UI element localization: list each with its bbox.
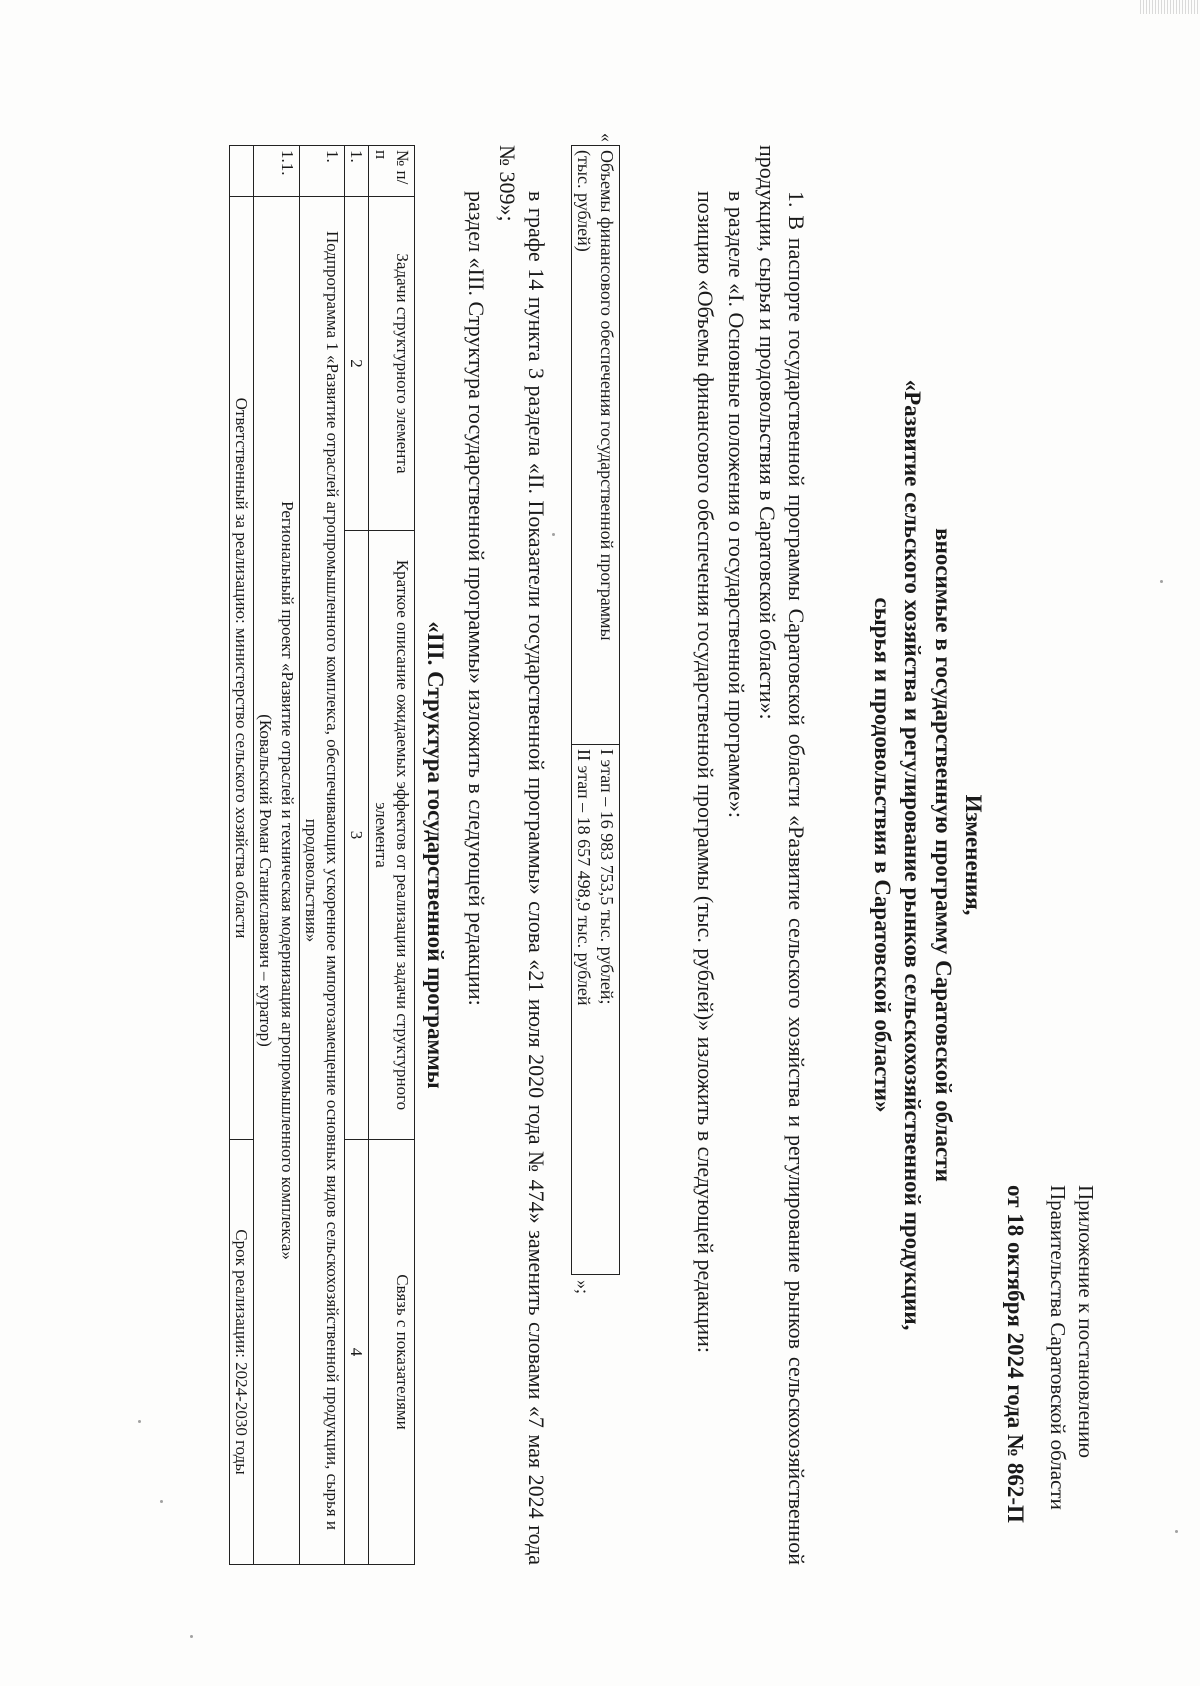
appendix-header [1000, 1185, 1100, 1565]
paragraph-3: позицию «Объемы финансового обеспечения государственной программы (тыс. рублей)» изложить в следующей редакции: [693, 191, 718, 1354]
row-3-responsible: Ответственный за реализацию: министерство сельского хозяйства области [230, 197, 254, 1140]
scan-speck [190, 1635, 193, 1638]
header-num: № п/п [369, 146, 415, 197]
col-number-4: 4 [345, 1140, 369, 1565]
structure-table [229, 145, 415, 1565]
row-1-text: Подпрограмма 1 «Развитие отраслей агропромышленного комплекса, обеспечивающих ускоренное импортозамещение основных видов сельскохозяйственной продукции, сырья и продовольствия» [299, 197, 345, 1565]
row-3-term: Срок реализации: 2024-2030 годы [230, 1140, 254, 1565]
title-line-4: сырья и продовольствия в Саратовской области» [869, 597, 895, 1113]
col-number-3: 3 [345, 531, 369, 1140]
row-3-num [230, 146, 254, 197]
section-title: «III. Структура государственной программы [423, 621, 448, 1089]
finance-label-line-2: (тыс. рублей) [574, 150, 595, 252]
row-1-num: 1. [299, 146, 345, 197]
title-line-3: «Развитие сельского хозяйства и регулирование рынков сельскохозяйственной продукции, [900, 379, 926, 1331]
table-header-row [369, 146, 415, 1565]
header-link: Связь с показателями [369, 1140, 415, 1565]
table-column-numbers-row [345, 146, 369, 1565]
header-line-2: Правительства Саратовской области [1045, 1185, 1070, 1510]
paragraph-5: раздел «III. Структура государственной программы» изложить в следующей редакции: [464, 191, 489, 1006]
scan-edge-noise [1140, 0, 1200, 14]
table-row [254, 146, 300, 1565]
col-number-2: 2 [345, 197, 369, 531]
table-row [299, 146, 345, 1565]
row-2-text-line-2: (Ковальский Роман Станиславович – куратор) [256, 714, 276, 1047]
title-line-2: вносимые в государственную программу Саратовской области [930, 528, 956, 1182]
header-tasks: Задачи структурного элемента [369, 197, 415, 531]
document-title [867, 145, 988, 1565]
header-effects: Краткое описание ожидаемых эффектов от реализации задачи структурного элемента [369, 531, 415, 1140]
table-row [230, 146, 254, 1565]
finance-value-cell [572, 745, 620, 1275]
col-number-1: 1. [345, 146, 369, 197]
scan-speck [1175, 1530, 1178, 1533]
header-line-1: Приложение к постановлению [1074, 1185, 1098, 1459]
paragraph-4: в графе 14 пункта 3 раздела «II. Показатели государственной программы» слова «21 июля 2020 года № 474» заменить словами «7 мая 2024 года № 309»; [495, 145, 549, 1565]
scan-speck [1160, 580, 1163, 583]
open-quote: « [597, 133, 617, 142]
finance-label-line-1: Объемы финансового обеспечения государственной программы [597, 150, 617, 641]
header-date: от 18 октября 2024 года № 862-П [1003, 1185, 1029, 1523]
paragraph-1: 1. В паспорте государственной программы Саратовской области «Развитие сельского хозяйства и регулирование рынков сельскохозяйственной продукции, сырья и продовольствия в Саратовской области»: [755, 145, 809, 1565]
row-2-text [254, 197, 300, 1565]
close-quote: »; [573, 1280, 593, 1295]
row-2-text-line-1: Региональный проект «Развитие отраслей и техническая модернизация агропромышленного комплекса» [277, 501, 297, 1260]
rotated-document [120, 133, 1100, 1565]
finance-stage-1: I этап – 16 983 753,5 тыс. рублей; [597, 749, 617, 1005]
finance-table [571, 145, 620, 1275]
finance-stage-2: II этап – 18 657 498,9 тыс. рублей [574, 749, 595, 1006]
title-line-1: Изменения, [961, 794, 986, 916]
finance-label-cell [572, 146, 620, 745]
paragraph-2: в разделе «I. Основные положения о государственной программе»: [724, 191, 749, 818]
row-2-num: 1.1. [254, 146, 300, 197]
